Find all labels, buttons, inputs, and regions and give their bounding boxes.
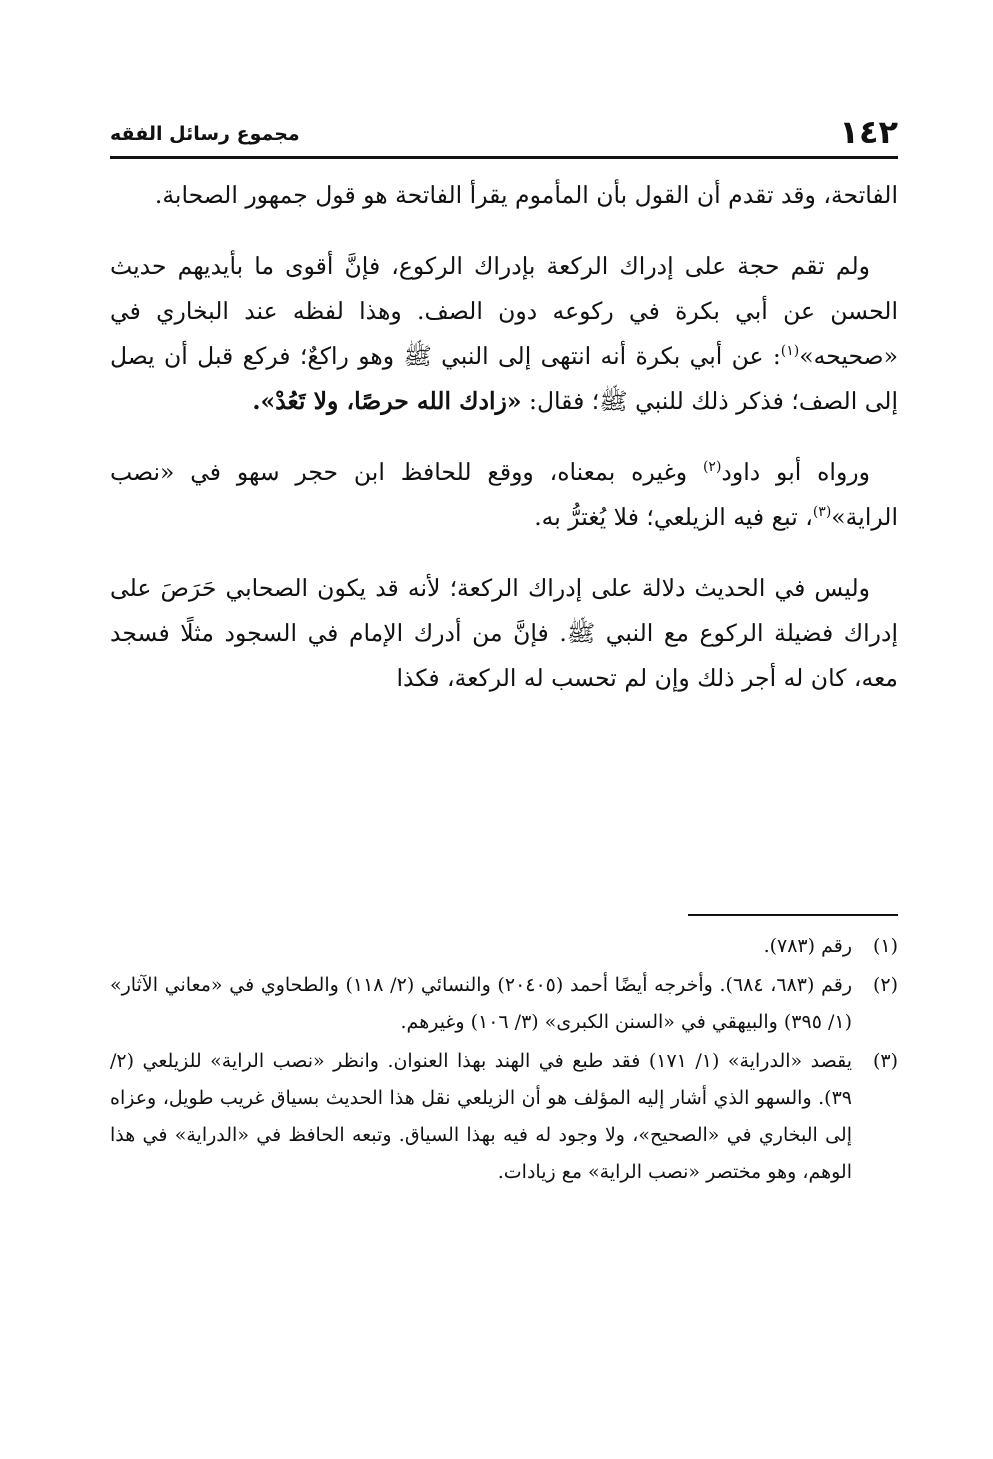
footnote-ref-1: (١)	[780, 343, 800, 360]
paragraph-3-text-b: وغيره بمعناه، ووقع للحافظ ابن حجر سهو في «نصب الراية»	[110, 458, 898, 531]
paragraph-2-text-a: ولم تقم حجة على إدراك الركعة بإدراك الركوع، فإنَّ أقوى ما بأيديهم حديث الحسن عن أبي بكرة في ركوعه دون الصف. وهذا لفظه عند البخاري في «صحيحه»	[110, 252, 898, 370]
header-divider	[110, 156, 898, 159]
paragraph-3-text-c: ، تبع فيه الزيلعي؛ فلا يُغترُّ به.	[534, 503, 813, 531]
paragraph-4: وليس في الحديث دلالة على إدراك الركعة؛ لأنه قد يكون الصحابي حَرَصَ على إدراك فضيلة الركوع مع النبي ﷺ. فإنَّ من أدرك الإمام في السجود مثلًا فسجد معه، كان له أجر ذلك وإن لم تحسب له الركعة، فكذا	[110, 574, 898, 692]
footnote-number: (٣)	[872, 1050, 898, 1072]
footnotes	[110, 928, 898, 1193]
main-text	[110, 173, 898, 727]
page-number: ١٤٢	[839, 113, 898, 151]
footnote-ref-2: (٢)	[702, 459, 722, 476]
paragraph-3-text-a: ورواه أبو داود	[721, 458, 870, 486]
running-title: مجموع رسائل الفقه	[110, 123, 300, 145]
footnote-3	[110, 1043, 898, 1191]
hadith-quote: «زادك الله حرصًا، ولا تَعُدْ».	[252, 387, 522, 415]
paragraph-3	[110, 450, 898, 540]
paragraph-1: الفاتحة، وقد تقدم أن القول بأن المأموم يقرأ الفاتحة هو قول جمهور الصحابة.	[154, 181, 898, 209]
page-header	[110, 112, 898, 156]
footnote-number: (٢)	[872, 974, 898, 996]
footnote-text: رقم (٦٨٣، ٦٨٤). وأخرجه أيضًا أحمد (٢٠٤٠٥) والنسائي (٢/ ١١٨) والطحاوي في «معاني الآثار» (١/ ٣٩٥) والبيهقي في «السنن الكبرى» (٣/ ١٠٦) وغيرهم.	[110, 974, 853, 1033]
paragraph-2	[110, 244, 898, 424]
footnote-1	[110, 928, 898, 965]
footnote-text: يقصد «الدراية» (١/ ١٧١) فقد طبع في الهند بهذا العنوان. وانظر «نصب الراية» للزيلعي (٢/ ٣٩). والسهو الذي أشار إليه المؤلف هو أن الزيلعي نقل هذا الحديث بسياق غريب طويل، وعزاه إلى البخاري في «الصحيح»، ولا وجود له فيه بهذا السياق. وتبعه الحافظ في «الدراية» في هذا الوهم، وهو مختصر «نصب الراية» مع زيادات.	[110, 1050, 852, 1183]
footnote-number: (١)	[872, 935, 898, 957]
paragraph-2-text-b: : عن أبي بكرة أنه انتهى إلى النبي ﷺ وهو راكعٌ؛ فركع قبل أن يصل إلى الصف؛ فذكر ذلك للنبي ﷺ؛ فقال:	[110, 342, 898, 415]
footnotes-divider	[688, 914, 898, 916]
footnote-ref-3: (٣)	[812, 504, 832, 521]
footnote-text: رقم (٧٨٣).	[763, 935, 852, 957]
footnote-2	[110, 967, 898, 1041]
